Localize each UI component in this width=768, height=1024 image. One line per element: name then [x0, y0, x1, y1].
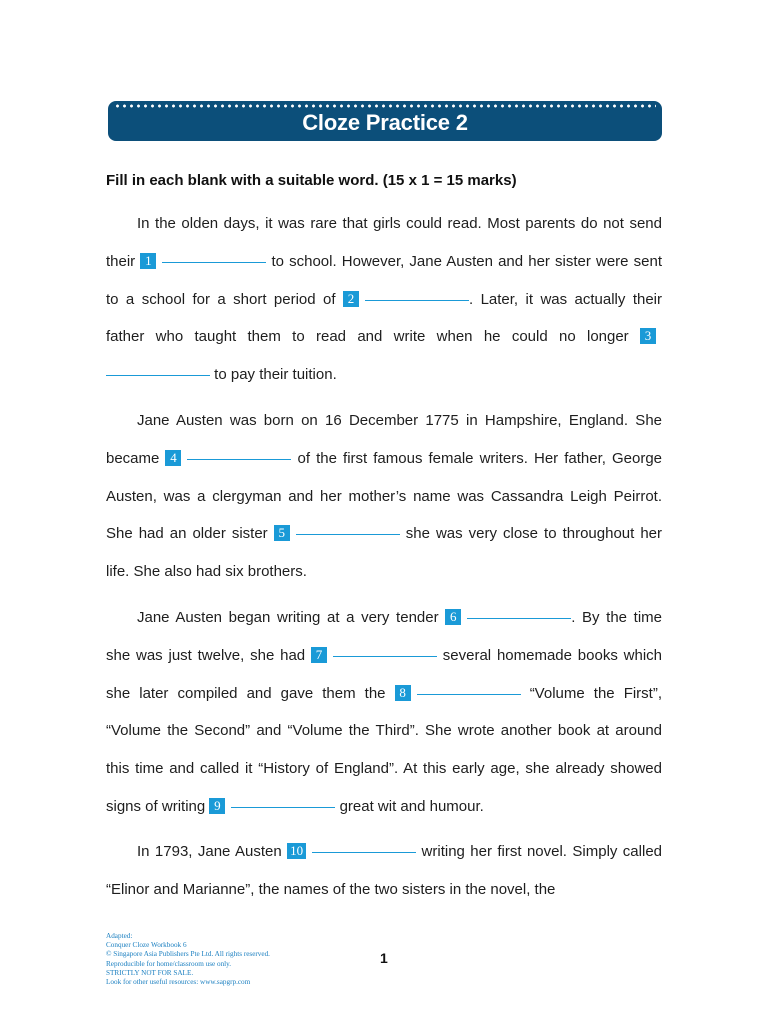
blank-9[interactable] — [231, 806, 335, 808]
paragraph-4 — [106, 833, 662, 909]
paragraph-text: to pay their tuition. — [214, 366, 337, 384]
question-number-6: 6 — [445, 609, 461, 625]
question-number-3: 3 — [640, 328, 656, 344]
question-number-8: 8 — [395, 685, 411, 701]
blank-3[interactable] — [106, 374, 210, 376]
question-number-10: 10 — [287, 843, 306, 859]
blank-10[interactable] — [312, 851, 416, 853]
question-number-7: 7 — [311, 647, 327, 663]
paragraph-text: she was very close to throughout her life. She also had six brothers. — [106, 525, 663, 581]
banner-dot-border — [114, 104, 656, 108]
blank-5[interactable] — [296, 533, 400, 535]
footer-line: Look for other useful resources: www.sapgrp.com — [106, 978, 251, 987]
footer-line: © Singapore Asia Publishers Pte Ltd. All rights reserved. — [106, 950, 270, 959]
page-number: 1 — [380, 950, 388, 966]
question-number-9: 9 — [209, 798, 225, 814]
question-number-4: 4 — [165, 450, 181, 466]
blank-4[interactable] — [187, 458, 291, 460]
instruction-text: Fill in each blank with a suitable word. (15 x 1 = 15 marks) — [106, 172, 517, 189]
footer-line: Adapted: — [106, 932, 133, 940]
paragraph-text: of the first famous female writers. Her father, George Austen, was a clergyman and her mother’s name was Cassandra Leigh Peirrot. She had an older sister — [106, 449, 663, 543]
paragraph-2 — [106, 402, 662, 591]
paragraph-text: . Later, it was actually their father who taught them to read and write when he could no longer — [106, 290, 662, 346]
paragraph-text: several homemade books which she later compiled and gave them the — [106, 646, 662, 702]
question-number-1: 1 — [140, 253, 156, 269]
blank-8[interactable] — [417, 693, 521, 695]
paragraph-text: to school. However, Jane Austen and her sister were sent to a school for a short period of — [106, 252, 663, 308]
page-title: Cloze Practice 2 — [302, 110, 468, 135]
paragraph-text: In 1793, Jane Austen — [137, 843, 282, 860]
blank-1[interactable] — [162, 261, 266, 263]
paragraph-3 — [106, 599, 662, 826]
footer-line: STRICTLY NOT FOR SALE. — [106, 968, 194, 977]
paragraph-text: . By the time she was just twelve, she had — [106, 609, 662, 664]
paragraph-text: writing her first novel. Simply called “Elinor and Marianne”, the names of the two sisters in the novel, the — [106, 843, 662, 898]
footer-line: Conquer Cloze Workbook 6 — [106, 941, 187, 950]
footer-credit — [106, 932, 270, 987]
blank-7[interactable] — [333, 655, 437, 657]
blank-6[interactable] — [467, 617, 571, 619]
paragraph-text: Jane Austen began writing at a very tender — [137, 609, 439, 626]
title-banner — [108, 101, 662, 141]
footer-line: Reproducible for home/classroom use only. — [106, 959, 232, 968]
paragraph-1 — [106, 205, 662, 394]
paragraph-text: In the olden days, it was rare that girls could read. Most parents do not send their — [106, 215, 662, 270]
blank-2[interactable] — [365, 299, 469, 301]
paragraph-text: Jane Austen was born on 16 December 1775 in Hampshire, England. She became — [106, 412, 662, 467]
question-number-2: 2 — [343, 291, 359, 307]
paragraph-text: “Volume the First”, “Volume the Second” and “Volume the Third”. She wrote another book at around this time and called it “History of England”. At this early age, she already showed signs of writing — [106, 684, 663, 815]
question-number-5: 5 — [274, 525, 290, 541]
paragraph-text: great wit and humour. — [339, 797, 484, 815]
